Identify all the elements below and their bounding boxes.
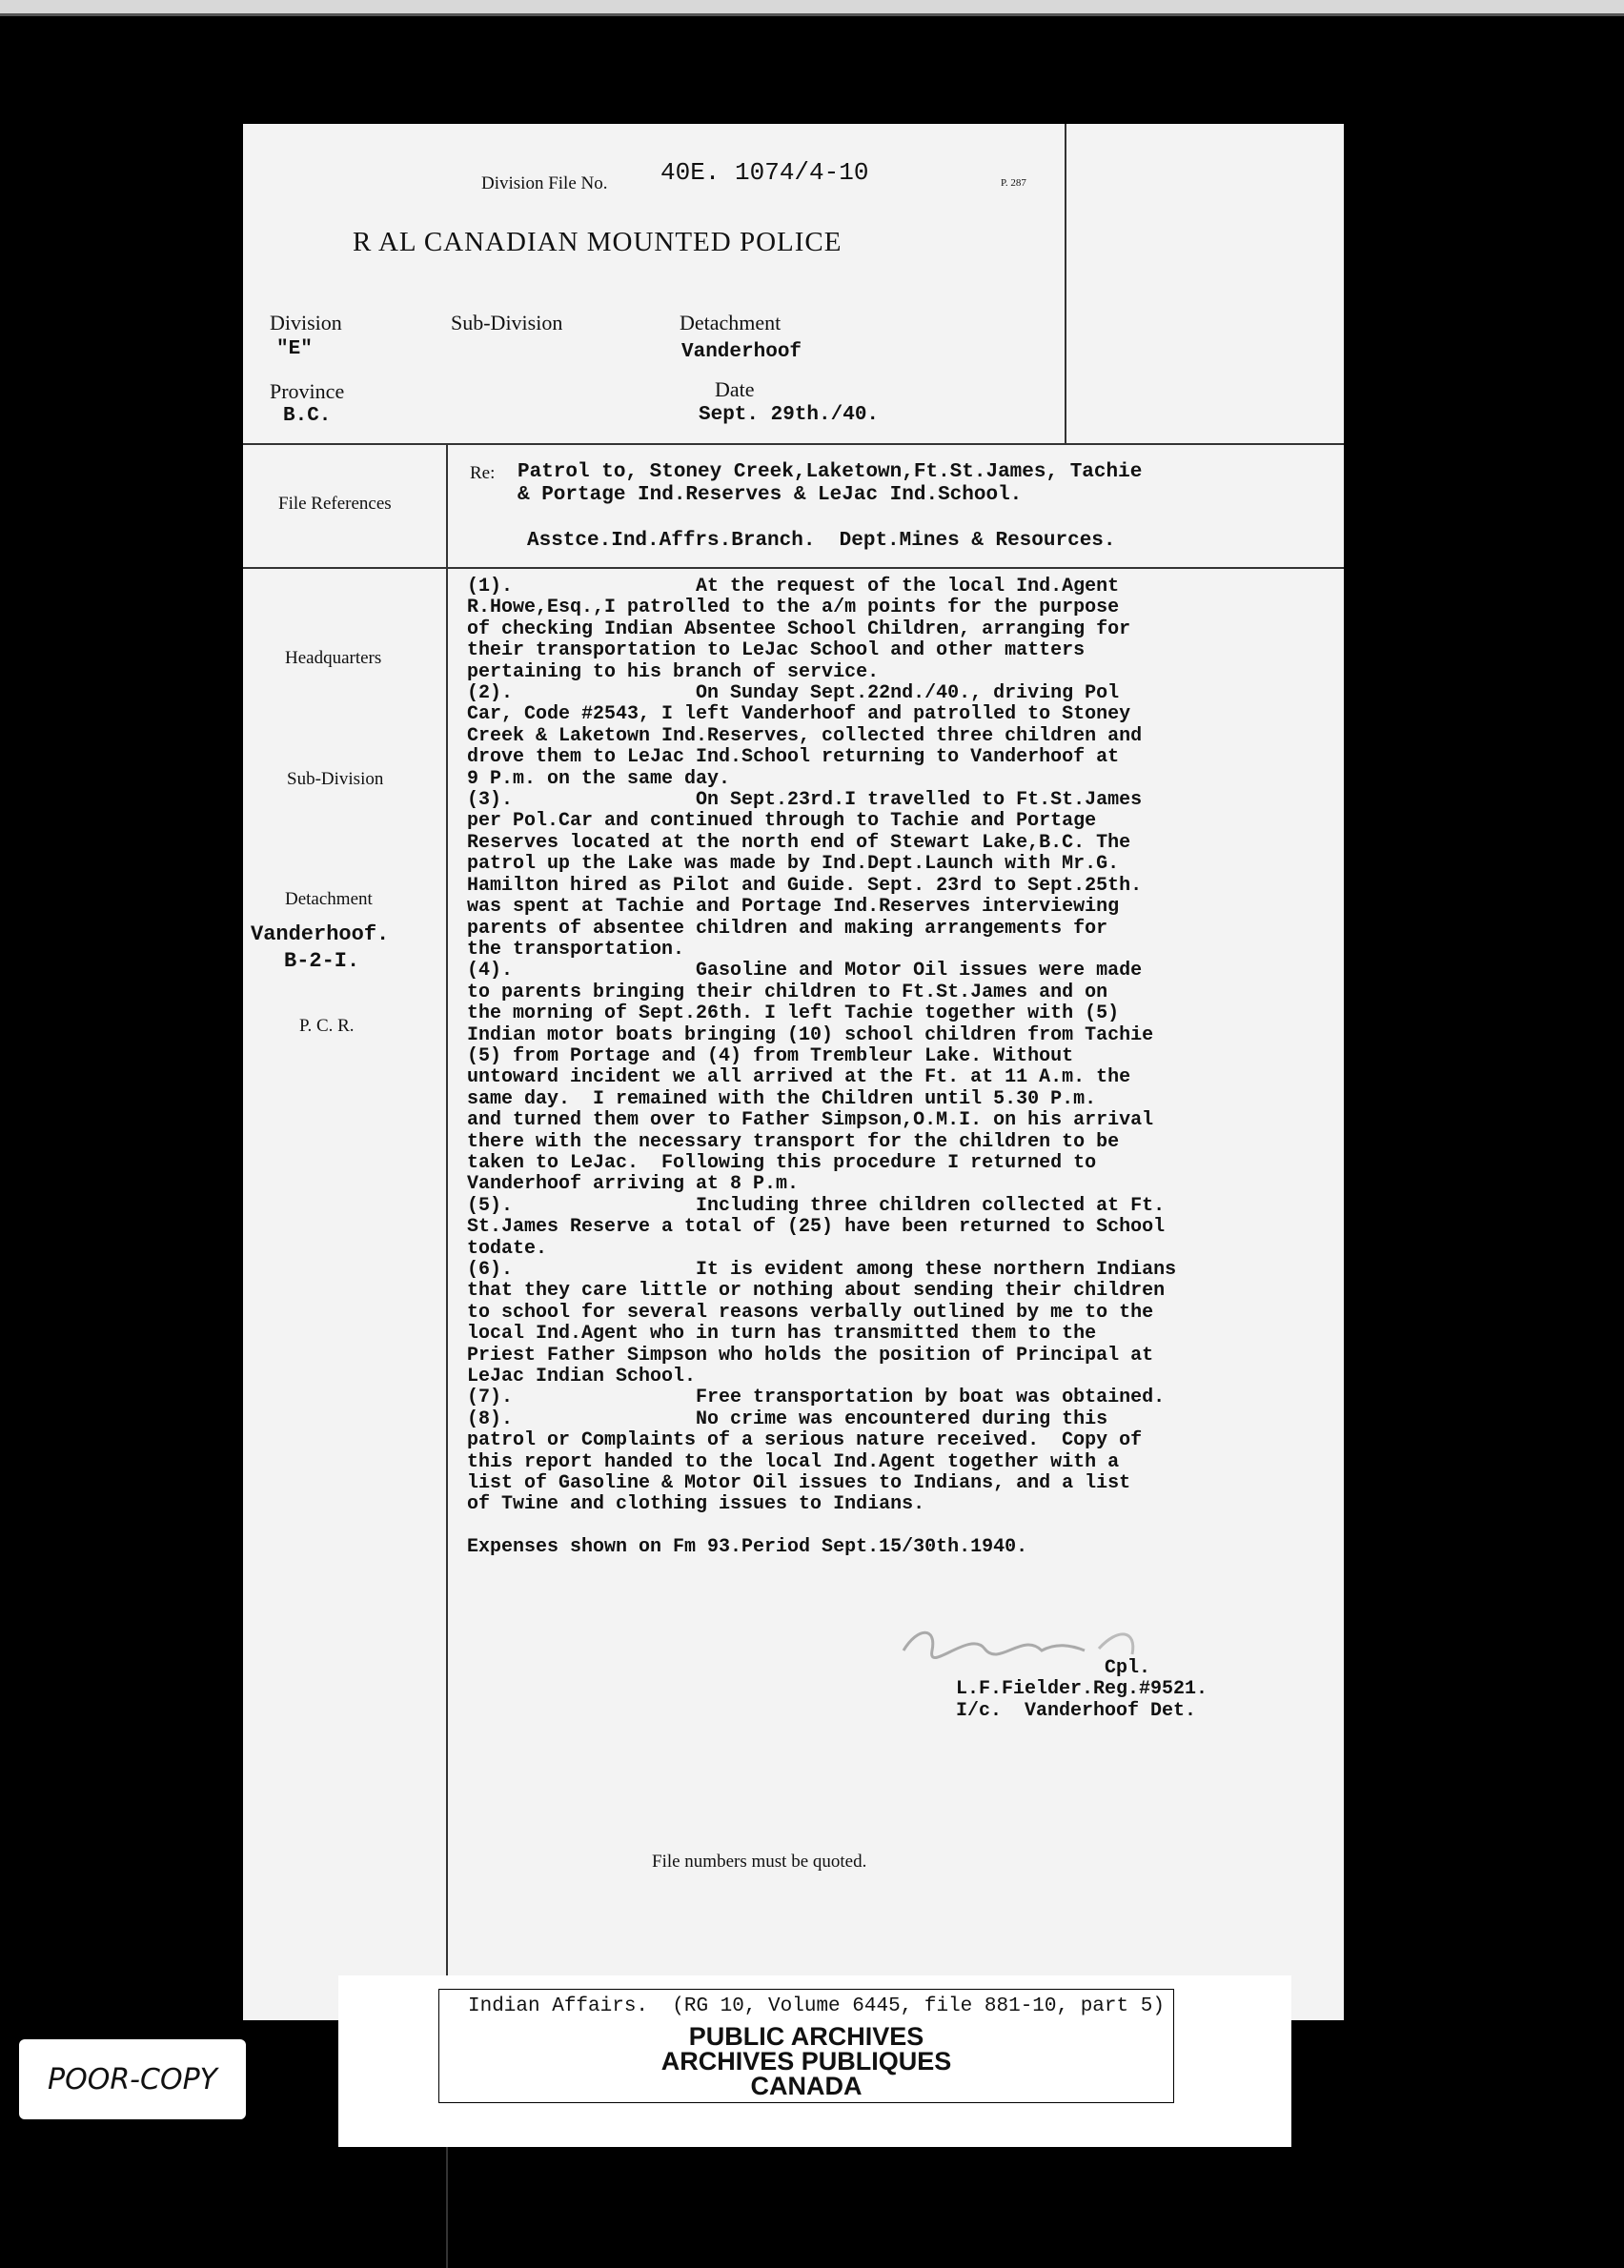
signature-post: I/c. Vanderhoof Det.	[956, 1699, 1197, 1722]
body-line: St.James Reserve a total of (25) have been returned to School	[467, 1216, 1166, 1239]
body-line: todate.	[467, 1237, 548, 1260]
subdivision-label: Sub-Division	[451, 311, 563, 334]
body-line: (5). Including three children collected at Ft.	[467, 1194, 1166, 1217]
signature-name: L.F.Fielder.Reg.#9521.	[956, 1678, 1208, 1701]
detachment-code: B-2-I.	[284, 949, 360, 973]
body-line: Expenses shown on Fm 93.Period Sept.15/30th.1940.	[467, 1536, 1028, 1559]
body-line: parents of absentee children and making arrangements for	[467, 917, 1108, 940]
body-line: to parents bringing their children to Ft.St.James and on	[467, 981, 1108, 1003]
body-line: drove them to LeJac Ind.School returning to Vanderhoof at	[467, 746, 1120, 769]
header-divider-vertical	[1065, 124, 1066, 443]
detachment-label: Detachment	[680, 311, 782, 334]
body-line: and turned them over to Father Simpson,O.M.I. on his arrival	[467, 1109, 1154, 1132]
body-line: there with the necessary transport for the children to be	[467, 1130, 1120, 1153]
archive-reference: Indian Affairs. (RG 10, Volume 6445, file 881-10, part 5)	[468, 1995, 1165, 2017]
body-line: list of Gasoline & Motor Oil issues to Indians, and a list	[467, 1472, 1131, 1495]
signature-rank: Cpl.	[956, 1657, 1151, 1679]
poor-copy-label: POOR-COPY	[19, 2039, 246, 2119]
body-line: R.Howe,Esq.,I patrolled to the a/m points for the purpose	[467, 597, 1120, 619]
body-line: (8). No crime was encountered during this	[467, 1407, 1108, 1430]
film-top-strip	[0, 0, 1624, 16]
body-line: (5) from Portage and (4) from Trembleur Lake. Without	[467, 1044, 1074, 1067]
division-label: Division	[270, 311, 342, 334]
division-value: "E"	[276, 338, 313, 360]
body-line: the morning of Sept.26th. I left Tachie together with (5)	[467, 1002, 1120, 1025]
body-line: the transportation.	[467, 938, 685, 961]
province-label: Province	[270, 379, 345, 403]
body-line: was spent at Tachie and Portage Ind.Reserves interviewing	[467, 896, 1120, 919]
archive-stamp	[438, 1989, 1174, 2103]
body-line: Indian motor boats bringing (10) school children from Tachie	[467, 1023, 1154, 1046]
date-value: Sept. 29th./40.	[699, 404, 880, 426]
detachment-value: Vanderhoof	[681, 341, 802, 363]
body-line: pertaining to his branch of service.	[467, 660, 880, 683]
headquarters-label: Headquarters	[285, 648, 382, 668]
body-line: their transportation to LeJac School and other matters	[467, 639, 1086, 662]
body-line: of checking Indian Absentee School Children, arranging for	[467, 618, 1131, 640]
province-value: B.C.	[283, 405, 332, 427]
report-body	[467, 577, 1330, 1559]
body-line: (1). At the request of the local Ind.Agent	[467, 576, 1120, 597]
archive-line-1: PUBLIC ARCHIVES	[688, 2022, 924, 2051]
body-line: Priest Father Simpson who holds the position of Principal at	[467, 1344, 1154, 1367]
file-prefix: Division File No.	[481, 173, 608, 193]
body-line: (3). On Sept.23rd.I travelled to Ft.St.James	[467, 789, 1143, 812]
body-line: patrol or Complaints of a serious nature received. Copy of	[467, 1429, 1143, 1452]
body-line: (7). Free transportation by boat was obtained.	[467, 1387, 1166, 1409]
references-divider	[243, 567, 1344, 569]
body-line: same day. I remained with the Children until 5.30 P.m.	[467, 1087, 1097, 1110]
re-line-2: & Portage Ind.Reserves & LeJac Ind.School.	[518, 484, 1023, 506]
body-line: 9 P.m. on the same day.	[467, 767, 731, 790]
body-line: Vanderhoof arriving at 8 P.m.	[467, 1173, 800, 1196]
body-line: (2). On Sunday Sept.22nd./40., driving Pol	[467, 682, 1120, 705]
body-line: patrol up the Lake was made by Ind.Dept.Launch with Mr.G.	[467, 853, 1120, 876]
body-line	[467, 1516, 1330, 1537]
body-line: local Ind.Agent who in turn has transmitted them to the	[467, 1323, 1097, 1346]
page-title: R AL CANADIAN MOUNTED POLICE	[353, 227, 842, 257]
body-line: Hamilton hired as Pilot and Guide. Sept. 23rd to Sept.25th.	[467, 874, 1143, 897]
body-line: of Twine and clothing issues to Indians.	[467, 1493, 925, 1516]
body-line: (4). Gasoline and Motor Oil issues were made	[467, 960, 1143, 982]
body-line: Creek & Laketown Ind.Reserves, collected three children and	[467, 724, 1143, 747]
body-line: LeJac Indian School.	[467, 1366, 697, 1388]
archive-line-2: ARCHIVES PUBLIQUES	[660, 2047, 952, 2076]
signature-block	[956, 1658, 1208, 1722]
detachment-margin-value: Vanderhoof.	[251, 922, 390, 946]
date-label: Date	[715, 377, 755, 401]
body-line: this report handed to the local Ind.Agent together with a	[467, 1450, 1120, 1473]
body-line: to school for several reasons verbally outlined by me to the	[467, 1301, 1154, 1324]
body-line: taken to LeJac. Following this procedure I returned to	[467, 1151, 1097, 1174]
body-line: Reserves located at the north end of Stewart Lake,B.C. The	[467, 831, 1131, 854]
footer-note: File numbers must be quoted.	[652, 1852, 867, 1872]
re-line-3: Asstce.Ind.Affrs.Branch. Dept.Mines & Resources.	[527, 530, 1116, 552]
file-number: 40E. 1074/4-10	[660, 158, 869, 187]
body-line: per Pol.Car and continued through to Tachie and Portage	[467, 810, 1097, 833]
page-mark: P. 287	[1001, 177, 1026, 189]
header-divider-horizontal	[243, 443, 1344, 445]
body-line: (6). It is evident among these northern Indians	[467, 1259, 1177, 1281]
body-line: that they care little or nothing about sending their children	[467, 1280, 1166, 1303]
body-line: untoward incident we all arrived at the Ft. at 11 A.m. the	[467, 1066, 1131, 1089]
body-line: Car, Code #2543, I left Vanderhoof and patrolled to Stoney	[467, 703, 1131, 726]
archive-line-3: CANADA	[750, 2072, 863, 2100]
re-label: Re:	[470, 463, 496, 483]
subdivision-margin-label: Sub-Division	[287, 769, 384, 789]
re-line-1: Patrol to, Stoney Creek,Laketown,Ft.St.James, Tachie	[518, 461, 1143, 483]
pcr-label: P. C. R.	[299, 1016, 355, 1036]
file-references-label: File References	[278, 494, 392, 514]
detachment-margin-label: Detachment	[285, 889, 373, 909]
